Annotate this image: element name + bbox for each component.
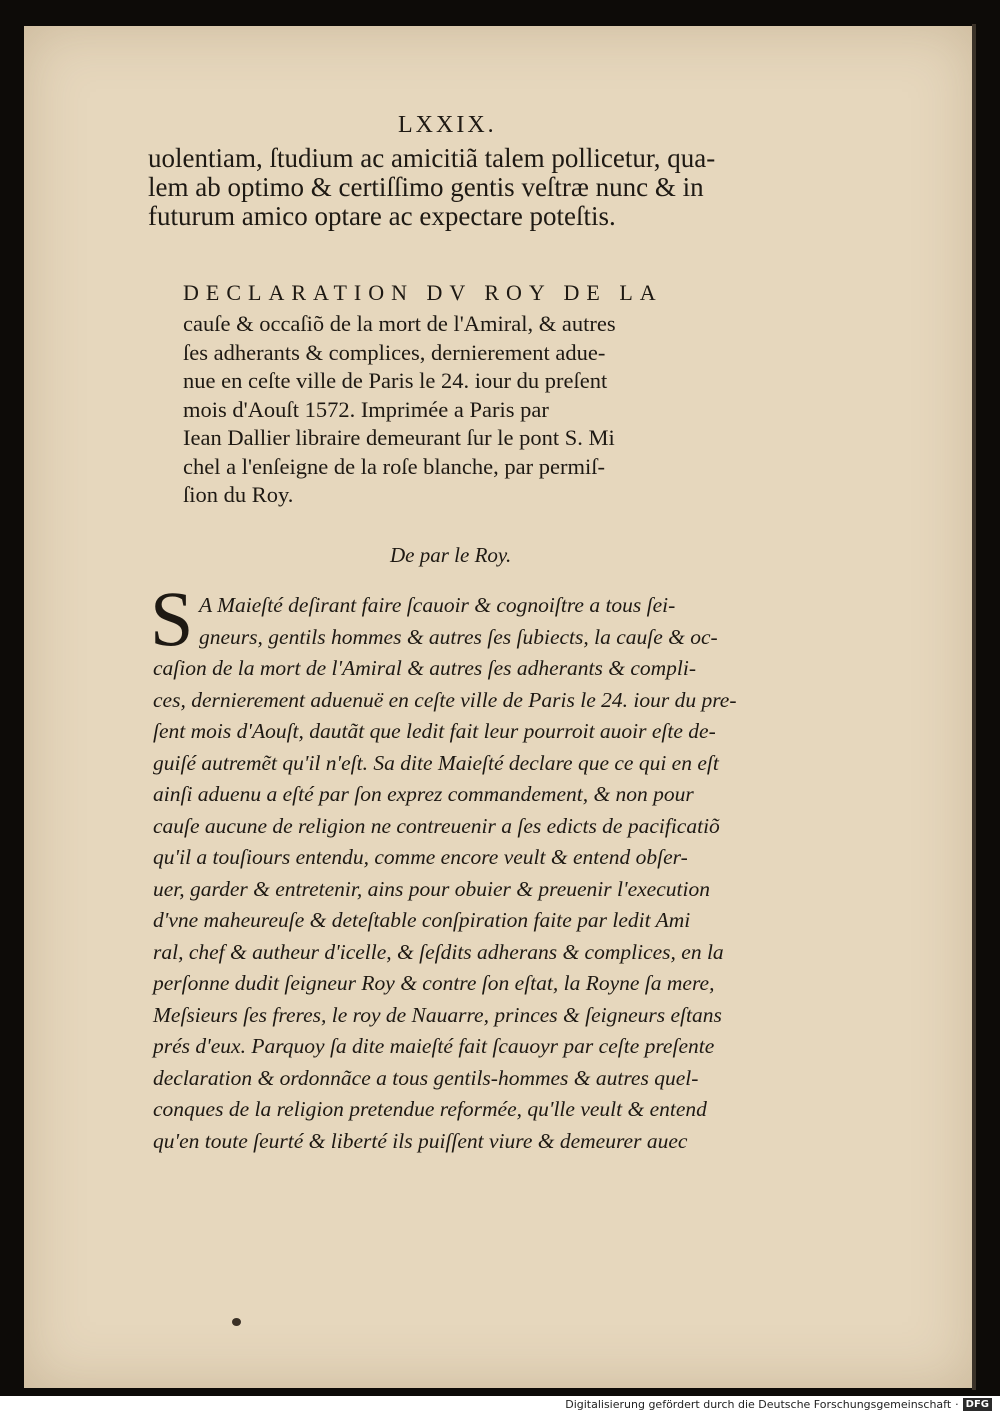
page-edge [972,24,976,1390]
text-line: cauſe aucune de religion ne contreuenir a ſes edicts de pacificatiõ [153,813,720,838]
digitization-footer [565,1398,992,1411]
text-line: qu'il a touſiours entendu, comme encore veult & entend obſer- [153,845,688,869]
text-line: prés d'eux. Parquoy ſa dite maieſté fait ſcauoyr par ceſte preſente [153,1034,715,1058]
text-line: lem ab optimo & certiſſimo gentis veſtræ nunc & in [148,172,704,202]
text-line: caſion de la mort de l'Amiral & autres ſes adherants & compli- [153,656,697,680]
text-line: ſion du Roy. [183,482,294,507]
text-line: ſent mois d'Aouſt, dautãt que ledit fait leur pourroit auoir eſte de- [153,719,716,743]
text-line: conques de la religion pretendue reformée, qu'lle veult & entend [153,1097,707,1121]
dfg-logo: DFG [963,1398,992,1411]
text-line: chel a l'enſeigne de la roſe blanche, par permiſ- [183,453,605,479]
text-line: Meſsieurs ſes freres, le roy de Nauarre, princes & ſeigneurs eſtans [153,1002,722,1027]
ink-spot [232,1318,241,1326]
text-line: cauſe & occaſiõ de la mort de l'Amiral, & autres [183,311,616,336]
text-line: ſes adherants & complices, dernierement adue- [183,339,606,365]
text-line: qu'en toute ſeurté & liberté ils puiſſent viure & demeurer auec [153,1128,688,1153]
text-line: nue en ceſte ville de Paris le 24. iour du preſent [183,368,608,393]
footer-text: Digitalisierung gefördert durch die Deutsche Forschungsgemeinschaft [565,1398,952,1411]
text-line: uolentiam, ſtudium ac amicitiã talem pollicetur, qua- [148,143,716,173]
text-line: uer, garder & entretenir, ains pour obuier & preuenir l'execution [153,876,710,901]
text-line: declaration & ordonnãce a tous gentils-hommes & autres quel- [153,1065,699,1090]
latin-paragraph [148,144,788,231]
text-line: gneurs, gentils hommes & autres ſes ſubiects, la cauſe & oc- [199,624,718,649]
drop-capital: S [150,575,194,662]
text-line: perſonne dudit ſeigneur Roy & contre ſon eſtat, la Royne ſa mere, [153,971,715,995]
text-line: Iean Dallier libraire demeurant ſur le pont S. Mi [183,425,615,450]
subheading: De par le Roy. [390,543,512,567]
royal-declaration-text [153,590,783,1157]
text-line: ces, dernierement aduenuë en ceſte ville de Paris le 24. iour du pre- [153,687,737,712]
text-line: d'vne maheureuſe & deteſtable conſpiration faite par ledit Ami [153,908,691,932]
text-line: ral, chef & autheur d'icelle, & ſeſdits adherans & complices, en la [153,939,724,964]
text-line: ainſi aduenu a eſté par ſon exprez commandement, & non pour [153,782,694,806]
text-line: A Maieſté deſirant faire ſcauoir & cognoiſtre a tous ſei- [199,593,676,617]
text-line: guiſé autremẽt qu'il n'eſt. Sa dite Maieſté declare que ce qui en eſt [153,750,719,775]
footer-separator: · [955,1398,959,1411]
text-line: mois d'Aouſt 1572. Imprimée a Paris par [183,396,549,422]
running-head: LXXIX. [398,112,497,138]
declaration-body [183,310,773,510]
declaration-title: DECLARATION DV ROY DE LA [183,280,663,305]
text-line: futurum amico optare ac expectare poteſtis. [148,201,616,231]
